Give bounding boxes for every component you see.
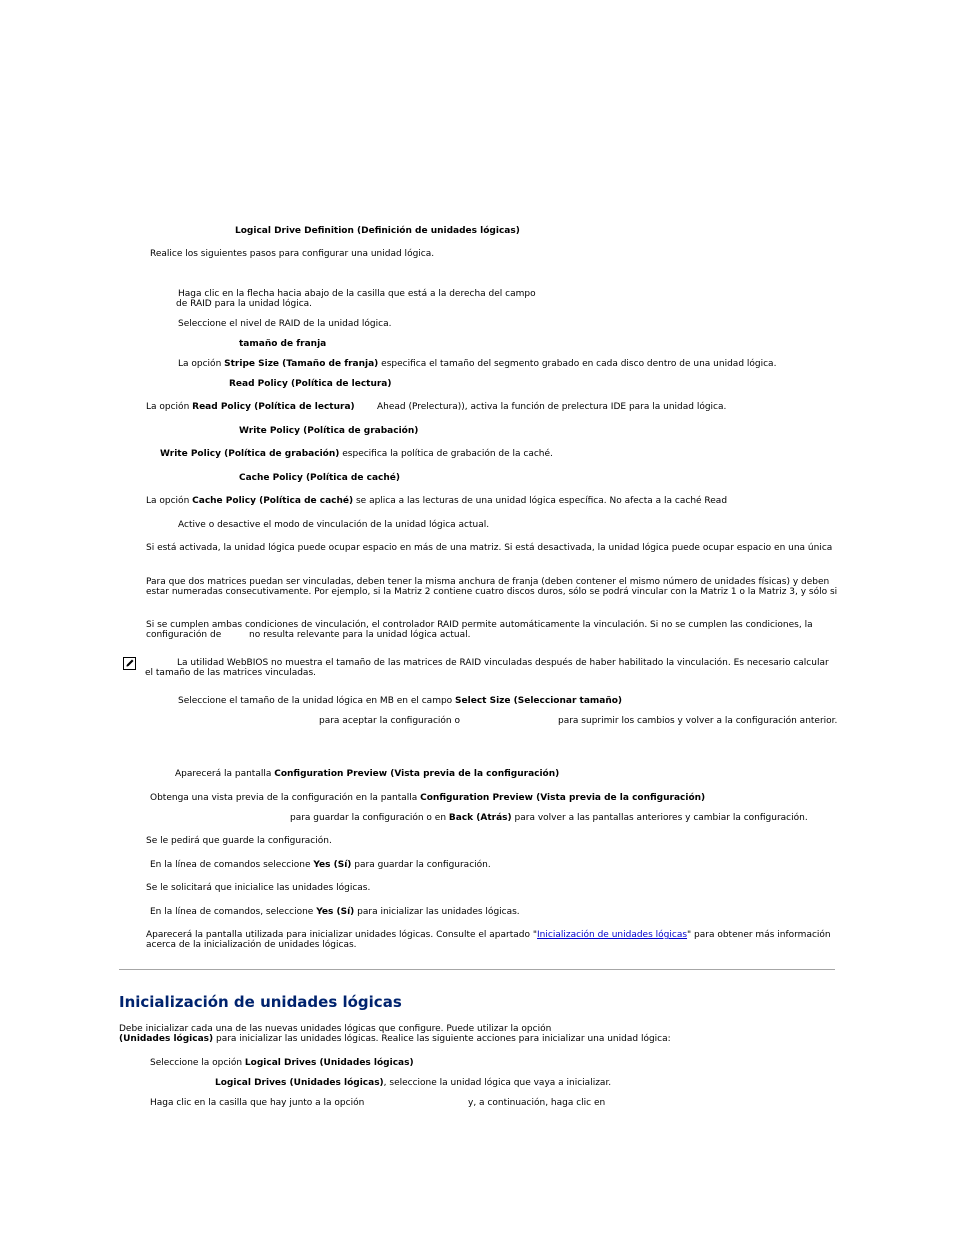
init-step-2: Logical Drives (Unidades lógicas), seleccione la unidad lógica que vaya a inicializar. [215, 1078, 612, 1088]
preview-screen-text: Aparecerá la pantalla Configuration Preview (Vista previa de la configuración) [175, 769, 560, 779]
save-back-text: para guardar la configuración o en Back (Atrás) para volver a las pantallas anteriores y cambiar la configuración. [290, 813, 808, 823]
raid-step-text: Haga clic en la flecha hacia abajo de la casilla que está a la derecha del campo [178, 289, 536, 299]
section-heading: Logical Drive Definition (Definición de unidades lógicas) [235, 226, 520, 236]
init-step-1: Seleccione la opción Logical Drives (Unidades lógicas) [150, 1058, 414, 1068]
read-policy-text-cont: Ahead (Prelectura)), activa la función de prelectura IDE para la unidad lógica. [377, 402, 727, 412]
init-screen-text-cont: acerca de la inicialización de unidades lógicas. [146, 940, 357, 950]
span-requirements-text: Para que dos matrices puedan ser vinculadas, deben tener la misma anchura de franja (deben contener el mismo número de unidades físicas) y deben [146, 577, 830, 587]
cache-policy-heading: Cache Policy (Política de caché) [239, 473, 400, 483]
page-title: Inicialización de unidades lógicas [119, 993, 402, 1011]
write-policy-text: Write Policy (Política de grabación) especifica la política de grabación de la caché. [160, 449, 553, 459]
init-screen-text: Aparecerá la pantalla utilizada para inicializar unidades lógicas. Consulte el apartado "Inicialización de unidades lógicas" para obtener más información [146, 930, 831, 940]
span-auto-text: Si se cumplen ambas condiciones de vinculación, el controlador RAID permite automáticamente la vinculación. Si no se cumplen las condiciones, la [146, 620, 813, 630]
span-requirements-text-cont: estar numeradas consecutivamente. Por ejemplo, si la Matriz 2 contiene cuatro discos duros, sólo se podrá vincular con la Matriz 1 o la Matriz 3, y sólo si [146, 587, 838, 597]
cancel-text: para suprimir los cambios y volver a la configuración anterior. [558, 716, 838, 726]
raid-step-text-cont: de RAID para la unidad lógica. [176, 299, 313, 309]
init-step-3-cont: y, a continuación, haga clic en [468, 1098, 606, 1108]
span-auto-text-cont-b: no resulta relevante para la unidad lógica actual. [249, 630, 471, 640]
note-text: La utilidad WebBIOS no muestra el tamaño de las matrices de RAID vinculadas después de haber habilitado la vinculación. Es necesario calcular [177, 658, 829, 668]
init-intro-text: Debe inicializar cada una de las nuevas unidades lógicas que configure. Puede utilizar la opción [119, 1024, 552, 1034]
select-size-text: Seleccione el tamaño de la unidad lógica en MB en el campo Select Size (Seleccionar tamaño) [178, 696, 623, 706]
read-policy-text: La opción Read Policy (Política de lectura) [146, 402, 355, 412]
read-policy-heading: Read Policy (Política de lectura) [229, 379, 392, 389]
write-policy-heading: Write Policy (Política de grabación) [239, 426, 419, 436]
span-auto-text-cont-a: configuración de [146, 630, 222, 640]
init-section-link[interactable]: Inicialización de unidades lógicas [537, 930, 688, 940]
yes-save-text: En la línea de comandos seleccione Yes (Sí) para guardar la configuración. [150, 860, 491, 870]
init-intro-text-cont: (Unidades lógicas) para inicializar las unidades lógicas. Realice las siguiente acciones para inicializar una unidad lógica: [119, 1034, 671, 1044]
init-step-3: Haga clic en la casilla que hay junto a la opción [150, 1098, 365, 1108]
section-divider [119, 969, 835, 970]
stripe-heading: tamaño de franja [239, 339, 327, 349]
cache-policy-text: La opción Cache Policy (Política de caché) se aplica a las lecturas de una unidad lógica específica. No afecta a la caché Read [146, 496, 728, 506]
prompt-init-text: Se le solicitará que inicialice las unidades lógicas. [146, 883, 371, 893]
stripe-text: La opción Stripe Size (Tamaño de franja) especifica el tamaño del segmento grabado en cada disco dentro de una unidad lógica. [178, 359, 777, 369]
span-enabled-text: Si está activada, la unidad lógica puede ocupar espacio en más de una matriz. Si está desactivada, la unidad lógica puede ocupar espacio en una única [146, 543, 833, 553]
intro-text: Realice los siguientes pasos para configurar una unidad lógica. [150, 249, 435, 259]
preview-instruction-text: Obtenga una vista previa de la configuración en la pantalla Configuration Preview (Vista previa de la configuración) [150, 793, 706, 803]
accept-text: para aceptar la configuración o [319, 716, 460, 726]
note-pencil-icon [123, 657, 136, 670]
prompt-save-text: Se le pedirá que guarde la configuración. [146, 836, 332, 846]
note-text-cont: el tamaño de las matrices vinculadas. [145, 668, 316, 678]
raid-select-text: Seleccione el nivel de RAID de la unidad lógica. [178, 319, 392, 329]
yes-init-text: En la línea de comandos, seleccione Yes (Sí) para inicializar las unidades lógicas. [150, 907, 520, 917]
span-toggle-text: Active o desactive el modo de vinculación de la unidad lógica actual. [178, 520, 490, 530]
